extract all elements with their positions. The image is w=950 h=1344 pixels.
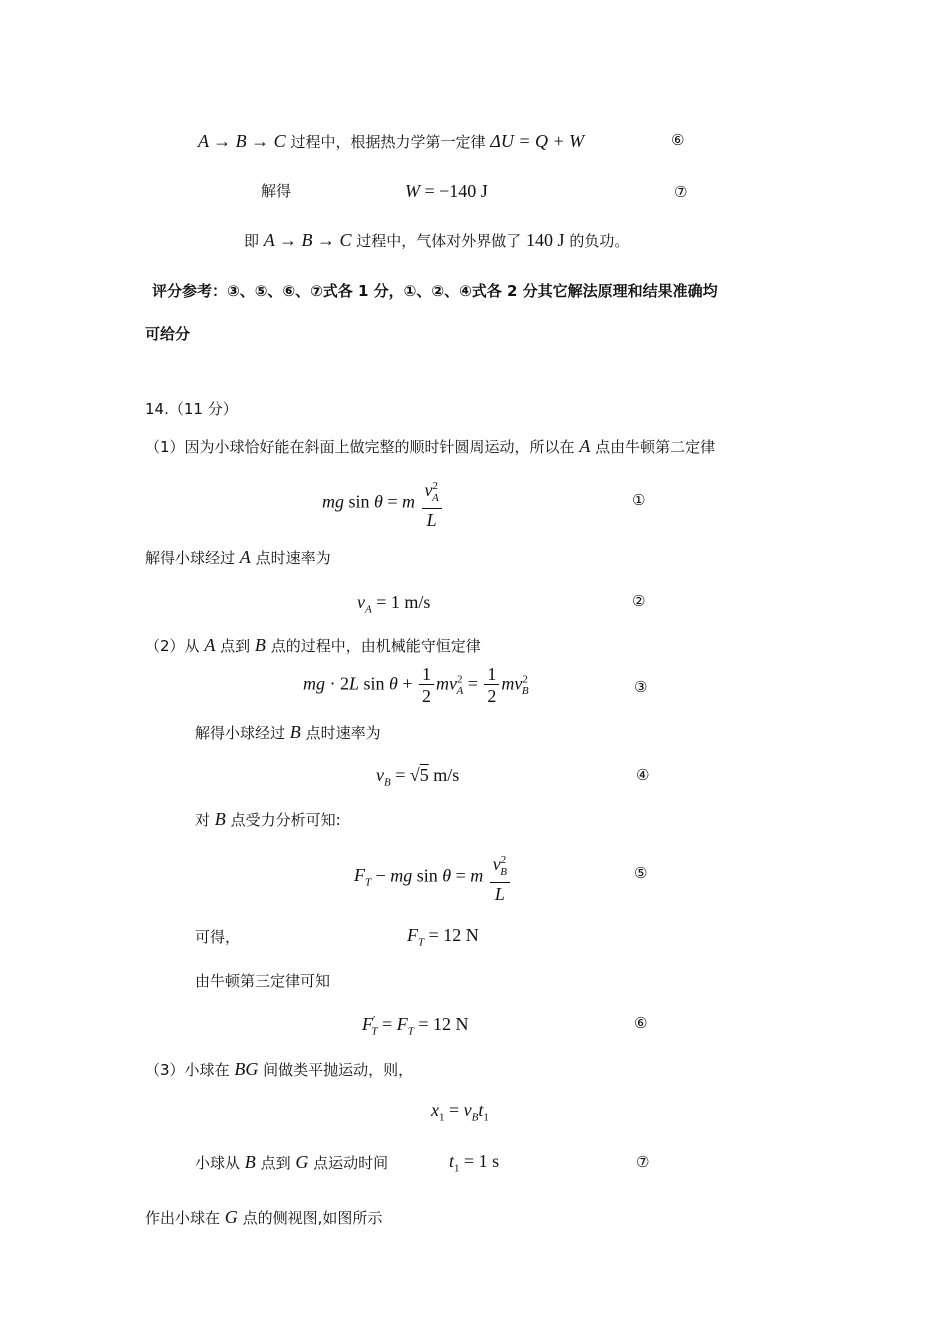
process-abc: A → B → C bbox=[198, 131, 286, 151]
eq-number-4: ④ bbox=[636, 766, 650, 784]
equation-3: mg · 2L sin θ + $\frac{1}{2}$ $mv^2_A$ = $\frac{1}{2}$ $mv^2_B$ bbox=[303, 664, 529, 706]
solve-label: 解得 bbox=[261, 182, 292, 200]
tension-result: $F_T = 12$ N bbox=[407, 925, 479, 949]
part1-intro: （1）因为小球恰好能在斜面上做完整的顺时针圆周运动，所以在 A 点由牛顿第二定律 bbox=[145, 436, 716, 456]
eq-number-7: ⑦ bbox=[636, 1153, 650, 1171]
eq-number-3: ③ bbox=[634, 678, 648, 696]
third-law-line: 由牛顿第三定律可知 bbox=[195, 972, 331, 990]
equation-2: $v_A = 1$ m/s bbox=[357, 592, 431, 616]
part2-solve: 解得小球经过 B 点时速率为 bbox=[195, 722, 381, 742]
eq-number-6a: ⑥ bbox=[671, 131, 685, 149]
question-14-header: 14.（11 分） bbox=[145, 400, 238, 418]
time-result: $t_1 = 1$ s bbox=[449, 1151, 500, 1175]
work-value: 140 J bbox=[526, 230, 565, 250]
eq-number-2: ② bbox=[632, 592, 646, 610]
result-label: 可得， bbox=[195, 928, 241, 946]
side-view-line: 作出小球在 G 点的侧视图,如图所示 bbox=[145, 1207, 383, 1227]
equation-4: $v_B = √5$ m/s bbox=[376, 765, 460, 789]
part3-intro: （3）小球在 BG 间做类平抛运动，则， bbox=[145, 1059, 414, 1079]
eq-number-6: ⑥ bbox=[634, 1014, 648, 1032]
eq-number-7a: ⑦ bbox=[674, 183, 688, 201]
eq-number-5: ⑤ bbox=[634, 864, 648, 882]
displacement-equation: $x_1 = v_Bt_1$ bbox=[431, 1100, 489, 1124]
eq-number-1: ① bbox=[632, 491, 646, 509]
part2-intro: （2）从 A 点到 B 点的过程中，由机械能守恒定律 bbox=[145, 635, 481, 655]
conclusion-line: 即 A → B → C 过程中，气体对外界做了 140 J 的负功。 bbox=[244, 230, 630, 250]
force-analysis-line: 对 B 点受力分析可知: bbox=[195, 809, 341, 829]
work-result: W = −140 J bbox=[405, 181, 488, 201]
grading-reference-2: 可给分 bbox=[145, 325, 191, 343]
thermo-law-text: 过程中，根据热力学第一定律 bbox=[290, 133, 486, 151]
equation-1: mg sin θ = m $\frac{v^2_A}{L}$ bbox=[322, 476, 444, 531]
thermo-law-line bbox=[198, 131, 584, 152]
equation-6: $F'_T = F_T = 12$ N bbox=[362, 1014, 469, 1038]
equation-5: $F_T$ − mg sin θ = m $\frac{v^2_B}{L}$ bbox=[354, 850, 512, 905]
time-line: 小球从 B 点到 G 点运动时间 bbox=[195, 1152, 389, 1172]
part1-solve: 解得小球经过 A 点时速率为 bbox=[145, 547, 331, 567]
process-abc-2: A → B → C bbox=[263, 230, 352, 250]
first-law-equation: ΔU = Q + W bbox=[490, 131, 585, 151]
grading-reference: 评分参考：③、⑤、⑥、⑦式各 1 分，①、②、④式各 2 分其它解法原理和结果准确均 bbox=[152, 282, 718, 300]
